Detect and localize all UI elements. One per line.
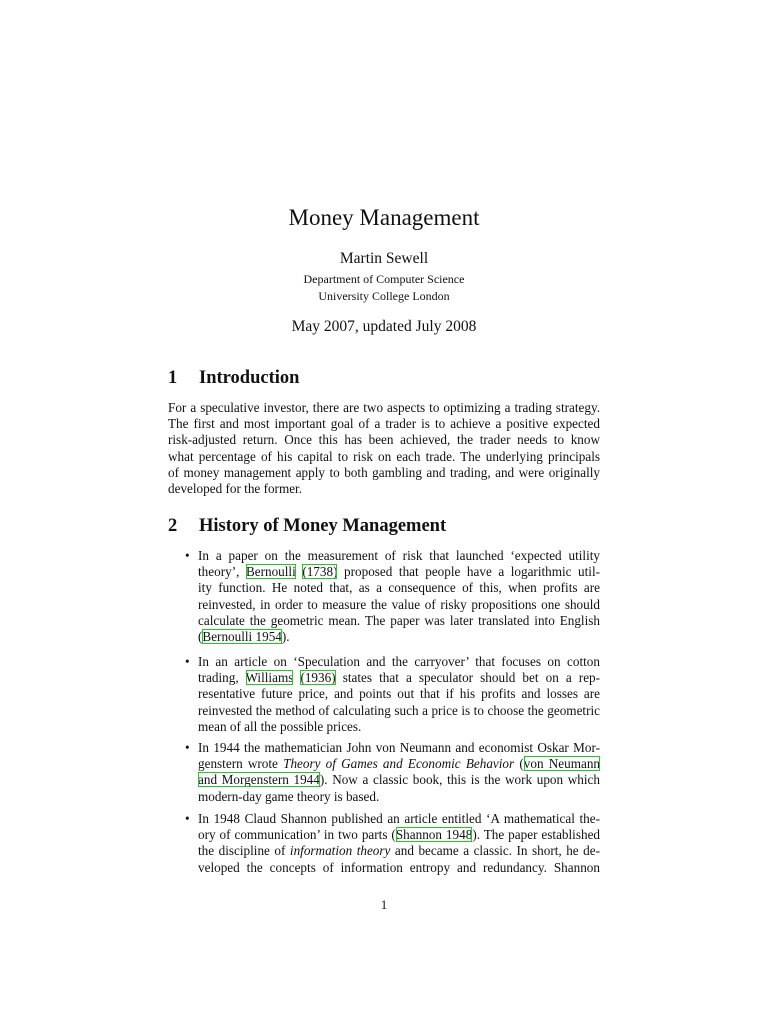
section-heading-history [168, 516, 446, 537]
citation-link[interactable]: and Morgenstern 1944 [198, 772, 320, 788]
paragraph-line: what percentage of his capital to risk on each trade. The underlying principals [168, 448, 600, 464]
emphasis-term: information theory [289, 843, 391, 859]
text-run: genstern wrote [198, 756, 278, 772]
citation-link[interactable]: Williams [245, 670, 294, 686]
paragraph-line [198, 843, 600, 859]
page-number: 1 [380, 897, 388, 912]
paragraph-line: reinvested the method of calculating such a price is to choose the geometric [198, 702, 600, 718]
paragraph-line: In 1948 Claud Shannon published an article entitled ‘A mathematical the- [198, 811, 600, 826]
paragraph-line [198, 564, 600, 580]
text-run: the discipline of [198, 843, 286, 859]
section-title: History of Money Management [199, 516, 447, 536]
section-number: 2 [168, 516, 178, 536]
bullet-icon: • [185, 654, 190, 669]
paragraph-line: In a paper on the measurement of risk that launched ‘expected utility [198, 548, 600, 563]
section-heading-introduction [168, 368, 299, 389]
paper-date: May 2007, updated July 2008 [291, 318, 477, 335]
bullet-icon: • [185, 811, 190, 826]
citation-link[interactable]: von Neumann [523, 756, 601, 772]
paragraph-line: developed for the former. [168, 481, 303, 497]
paragraph-line: reinvested, in order to measure the value of risky propositions one should [198, 596, 600, 612]
paragraph-line: modern-day game theory is based. [198, 788, 380, 804]
paragraph-line [198, 670, 600, 686]
text-run: theory’, [198, 564, 240, 580]
paragraph-line [198, 772, 600, 788]
paragraph-line: In an article on ‘Speculation and the carryover’ that focuses on cotton [198, 654, 600, 669]
paragraph-line: In 1944 the mathematician John von Neumann and economist Oskar Mor- [198, 740, 600, 755]
paragraph-line [198, 756, 600, 772]
paragraph-line: veloped the concepts of information entropy and redundancy. Shannon [198, 859, 600, 875]
book-title: Theory of Games and Economic Behavior [283, 756, 515, 772]
text-run: states that a speculator should bet on a rep- [342, 670, 601, 686]
bullet-icon: • [185, 548, 190, 563]
section-number: 1 [168, 368, 178, 388]
paragraph-line: ity function. He noted that, as a consequence of this, when profits are [198, 580, 600, 596]
text-run: and became a classic. In short, he de- [394, 843, 601, 859]
paragraph-line: resentative future price, and points out that if his profits and losses are [198, 686, 600, 702]
citation-link[interactable]: (1738) [302, 564, 338, 580]
affiliation-department: Department of Computer Science [303, 272, 465, 286]
paragraph-line [198, 827, 600, 843]
text-run: ). [281, 629, 290, 645]
introduction-paragraph [168, 400, 600, 497]
author-name: Martin Sewell [339, 250, 429, 267]
paragraph-line: The first and most important goal of a trader is to achieve a positive expected [168, 416, 600, 432]
citation-link[interactable]: Bernoulli [245, 564, 296, 580]
section-title: Introduction [199, 368, 300, 388]
paragraph-line: risk-adjusted return. Once this has been achieved, the trader needs to know [168, 432, 600, 448]
citation-link[interactable]: (1936) [300, 670, 336, 686]
text-run: ). Now a classic book, this is the work upon which [319, 772, 600, 788]
paragraph-line: calculate the geometric mean. The paper was later translated into English [198, 612, 600, 628]
paragraph-line: For a speculative investor, there are two aspects to optimizing a trading strategy. [168, 400, 600, 415]
bullet-icon: • [185, 740, 190, 755]
text-run: ory of communication’ in two parts ( [198, 827, 396, 843]
citation-link[interactable]: Bernoulli 1954 [202, 629, 282, 645]
text-run: ( [519, 756, 524, 772]
text-run: ( [198, 629, 203, 645]
paragraph-line [198, 629, 600, 645]
paper-title: Money Management [288, 205, 480, 230]
text-run: ). The paper established [472, 827, 601, 843]
affiliation-university: University College London [318, 289, 450, 303]
paragraph-line: mean of all the possible prices. [198, 718, 362, 734]
text-run: proposed that people have a logarithmic util- [344, 564, 601, 580]
citation-link[interactable]: Shannon 1948 [395, 827, 473, 843]
text-run: trading, [198, 670, 239, 686]
paragraph-line: of money management apply to both gambling and trading, and were originally [168, 464, 600, 480]
